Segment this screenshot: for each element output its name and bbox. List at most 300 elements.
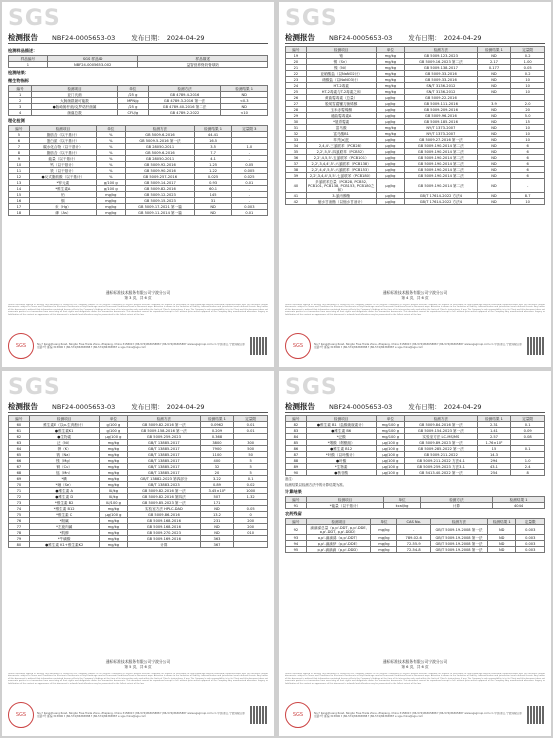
sgs-seal-icon: SGS [285, 333, 311, 359]
column-header: 检测方法 [128, 416, 201, 422]
table-cell: GB 5009.123-2023 [405, 53, 478, 59]
table-cell: 91 [286, 503, 307, 509]
table-cell: GB 5009.138-2017 [405, 65, 478, 71]
table-cell: 1.32 [234, 494, 268, 500]
column-header: 检测方法 [431, 519, 488, 525]
table-cell: ●叶酸 [306, 458, 376, 464]
table-cell: 76 [9, 518, 30, 524]
table-cell: 0.08 [511, 434, 545, 440]
table-cell: 2 [9, 98, 32, 104]
table-cell: ND [477, 193, 511, 199]
column-header: 检测方法 [125, 126, 195, 132]
table-cell: GB/T 13885-2017 [128, 452, 201, 458]
table-cell: HT-2毒素 [306, 83, 376, 89]
table-row [286, 525, 545, 535]
table-cell: *展青霉素 [306, 119, 376, 125]
table-cell: 0.0962 [200, 422, 234, 428]
table-cell: 13 [9, 180, 30, 186]
table-cell: *牛磺酸 [29, 536, 99, 542]
table-cell: 镉 [29, 198, 96, 204]
table-cell: μg/kg [376, 101, 404, 107]
table-cell: ●生物素 [29, 434, 99, 440]
column-header: 检测结果 1 [487, 519, 515, 525]
table-cell: 多氯联苯总量（PCB28, PCB52, PCB101, PCB138, PCB153, PCB180之和） [307, 179, 375, 192]
table-cell: mg/kg [376, 83, 404, 89]
table-cell: NBF24-0005653-002 [47, 62, 138, 68]
table-cell: 9 [9, 156, 30, 162]
table-cell: GB 5009.12-2023 [125, 192, 195, 198]
table-cell: g/100 g [99, 428, 127, 434]
table-cell: 2,2',3,4,4',5,5'-七氯联苯（PCB180） [306, 173, 376, 179]
table-cell: 滴滴涕总量（p,p'-DDT, p,p'-DDE, o,p'-DDT, p,p'-DDD） [306, 525, 371, 535]
table-cell: 铬 [306, 53, 376, 59]
table-cell: GB 5009.169-2016 [128, 536, 201, 542]
table-cell: mg/kg [97, 204, 125, 210]
table-row [286, 547, 545, 553]
table-cell: 10 [511, 77, 545, 83]
table-cell: GB 5413.40-2022 第一法 [405, 470, 478, 476]
table-cell: μg/kg [376, 113, 404, 119]
table-cell: μg/kg [376, 137, 404, 143]
table-cell: SN/T 3136-2012 [405, 83, 478, 89]
table-cell: 钠（Na） [29, 452, 99, 458]
table-cell: μg/kg [376, 149, 404, 155]
legal-disclaimer: Unless otherwise agreed in writing, this document is issued by the Company subject to its General Conditions of Service printed overleaf, available on request or accessible at http://www.sgs.com/en/Terms-and-Conditions.aspx and, for electronic format documents, subject to Terms and Conditions for Electronic Documents at http://www.sgs.com/en/Terms-and-Conditions/Terms-e-Document.aspx. Attention is drawn to the limitation of liability, indemnification and jurisdiction issues defined therein. Any holder of this document is advised that information contained hereon reflects the Company's findings at the time of its intervention only and within the limits of Client's instructions, if any. The Company's sole responsibility is to its Client and this document does not exonerate parties to a transaction from exercising all their rights and obligations under the transaction documents. This document cannot be reproduced except in full, without prior written approval of the Company. Any unauthorized alteration, forgery or falsification of the content or appearance of this document is unlawful and offenders may be prosecuted to the fullest extent of the law. [285, 673, 545, 685]
table-cell: 71 [9, 488, 30, 494]
table-cell: mg/kg [99, 440, 127, 446]
table-cell: GB 5009.17-2021 第一篇 [125, 204, 195, 210]
report-title: 检测报告 [285, 402, 315, 411]
report-number: NBF24-0005653-03 [329, 403, 393, 411]
table-cell: ●维生素 K1+维生素K2 [29, 542, 99, 548]
table-cell: 黄曲霉毒素（总量） [306, 95, 376, 101]
table-cell: 72 [9, 494, 30, 500]
column-header: 编号 [286, 47, 307, 53]
table-cell: 7.7 [195, 150, 231, 156]
table-cell: p,p'-滴滴伊（p,p'-DDE） [306, 541, 371, 547]
table-cell: 镁（Mg） [29, 458, 99, 464]
table-cell: 脱氧雪腐镰刀菌烯醇 [306, 101, 376, 107]
table-cell: μg/kg [376, 199, 404, 205]
table-cell: 实验室方法 LC-MS/MS [405, 434, 478, 440]
table-cell: 1 [9, 92, 32, 98]
table-cell: 5 [234, 464, 268, 470]
table-cell: 6 [511, 167, 545, 173]
table-cell: NY/T 1373-2007 [405, 131, 478, 137]
qr-code-icon [250, 706, 268, 724]
table-cell: 41 [286, 193, 307, 199]
table-cell: GB 5009.22-2016 [405, 95, 478, 101]
table-cell: 0.177 [477, 65, 511, 71]
table-cell: ND [487, 525, 515, 535]
table-cell: 0.003 [516, 547, 545, 553]
table-cell: 85 [286, 440, 307, 446]
table-cell: IU/kg [99, 494, 127, 500]
report-date: 2024-04-29 [443, 403, 482, 411]
table-cell: μg/100 g [99, 434, 127, 440]
table-cell: 26 [286, 95, 307, 101]
report-page [279, 2, 551, 367]
table-cell: 10 [511, 125, 545, 131]
micro-table [8, 85, 268, 116]
table-cell: GB 5009.111-2016 [405, 101, 478, 107]
table-cell: *维生素 B2 [29, 500, 99, 506]
table-cell: 72-55-9 [397, 541, 431, 547]
date-label: 发布日期： [131, 34, 164, 42]
sgs-seal-icon: SGS [285, 702, 311, 728]
table-cell: ND [200, 530, 234, 536]
column-header: 单位 [371, 519, 397, 525]
physchem-table [8, 125, 268, 216]
table-cell: 31 [286, 125, 307, 131]
table-cell: % [97, 174, 125, 180]
report-number: NBF24-0005653-03 [329, 34, 393, 42]
table-cell: ND [477, 143, 511, 149]
column-header: 编号 [9, 126, 30, 132]
column-header: 单位 [376, 47, 404, 53]
table-cell: 1.22 [195, 168, 231, 174]
table-cell: 3.5 [195, 144, 231, 150]
table-cell: *碘 [29, 476, 99, 482]
table-cell: GB/T 5009.19-2008 第一法 [431, 535, 488, 541]
table-cell: 32 [200, 464, 234, 470]
table-cell: 1.76×10² [477, 440, 511, 446]
column-header: 检测结果 1 [477, 416, 511, 422]
table-cell: 赭曲霉毒素A [306, 113, 376, 119]
sgs-seal-icon: SGS [8, 702, 34, 728]
table-cell: o,p'-滴滴涕（o,p'-DDT） [306, 535, 371, 541]
table-cell: 32 [286, 131, 307, 137]
page-content [285, 46, 545, 205]
table-cell: ND [477, 149, 511, 155]
table-cell: GB 5009.257-2016 [125, 174, 195, 180]
table-cell: ND [477, 167, 511, 173]
table-cell: 75 [9, 512, 30, 518]
table-cell: - [231, 192, 267, 198]
table-cell: 0.1 [234, 476, 268, 482]
table-cell: 3-氯丙醇酯 [306, 193, 376, 199]
table-cell: 0.209 [200, 428, 234, 434]
table-cell: mg/kg [99, 464, 127, 470]
table-cell: GB 5009.86-2016 [128, 512, 201, 518]
company-address: No.7 Kangzhuang Road, Ningbo Free Trade Zone, Zhejiang, China 315800 t (86-574)86365888 f (86-574)86365887 www.sgsgroup.com.cn 中国·浙江·宁波保税区康庄路7号 邮编 315800 t (86-574)86365888 f (86-574)86365887 e sgs.china@sgs.com [314, 342, 522, 349]
table-cell: ND [477, 83, 511, 89]
table-cell: 17 [9, 204, 30, 210]
table-cell: 33 [286, 137, 307, 143]
column-header: SGS 样品ID [47, 56, 138, 62]
table-cell: 计算 [128, 542, 201, 548]
table-cell: mg/100 g [376, 422, 404, 428]
header-rule [8, 43, 268, 44]
table-cell: *叶酸（以叶酸计） [306, 452, 376, 458]
table-cell: 镍（Ni） [306, 65, 376, 71]
table-row [9, 542, 268, 548]
table-cell: 铁（以干基计） [29, 168, 96, 174]
table-cell: GB 5009.92-2016 [125, 162, 195, 168]
column-header: 检测结果 1 [195, 126, 231, 132]
table-cell: GB/T 13885-2017 [128, 458, 201, 464]
table-cell: ND [477, 71, 511, 77]
table-cell: ND [477, 107, 511, 113]
table-cell: 维生素E（以α-生育酚计） [29, 422, 99, 428]
table-cell: mg/kg [99, 524, 127, 530]
table-cell: 0.05 [234, 506, 268, 512]
table-cell: mg/kg [371, 547, 397, 553]
table-cell: 73 [9, 500, 30, 506]
date-label: 发布日期： [131, 403, 164, 411]
table-cell: GB 5009.33-2016 [405, 71, 478, 77]
column-header: 定量限 3 [231, 126, 267, 132]
table-cell: ND [487, 541, 515, 547]
table-cell: 钙（以干基计） [29, 162, 96, 168]
table-cell: 65 [9, 452, 30, 458]
report-date: 2024-04-29 [443, 34, 482, 42]
footer-company: 通标标准技术服务有限公司宁波分公司 [382, 290, 448, 295]
table-cell: 2.17 [477, 59, 511, 65]
table-cell: 10 [511, 89, 545, 95]
table-row [9, 210, 268, 216]
table-cell: 010 [234, 530, 268, 536]
table-cell: GB 5009.168-2016 [128, 518, 201, 524]
column-header: 检测结果 1 [477, 47, 511, 53]
table-cell: GB 4789.4-2016 [148, 92, 221, 98]
table-cell: 0.05 [511, 65, 545, 71]
table-cell: 171 [200, 500, 234, 506]
table-cell: 8 [511, 470, 545, 476]
table-cell: 15 [9, 192, 30, 198]
table-cell: 231 [200, 518, 234, 524]
table-cell: mg/kg [99, 542, 127, 548]
column-header: 检测结果 1 [221, 86, 268, 92]
table-cell: 83 [286, 428, 307, 434]
table-cell: ND [477, 77, 511, 83]
report-page [2, 371, 274, 736]
table-cell: 14 [9, 186, 30, 192]
table-cell: 泛（Ni） [29, 440, 99, 446]
table-cell: % [97, 156, 125, 162]
column-header: 单位 [376, 416, 404, 422]
table-cell: 69 [9, 476, 30, 482]
footer-stamps [8, 331, 268, 361]
sample-info-table [8, 55, 268, 68]
table-cell: *硒（Se） [29, 482, 99, 488]
table-cell: 72-54-8 [397, 547, 431, 553]
results-table [285, 415, 545, 476]
table-cell: 3.45×10⁴ [200, 488, 234, 494]
column-header: CAS No. [397, 519, 431, 525]
table-cell: 7 [9, 144, 30, 150]
table-cell: 16 [9, 198, 30, 204]
table-cell: *维生素 B12 [29, 506, 99, 512]
table-cell: GB/T 5009.19-2008 第一法 [431, 547, 488, 553]
table-cell: 43.1 [477, 464, 511, 470]
table-cell: GB 5009.190-2014 第二法 [405, 143, 478, 149]
report-number: NBF24-0005653-03 [52, 34, 116, 42]
table-cell: 锡（Sn） [306, 59, 376, 65]
table-cell: mg/kg [99, 482, 127, 488]
table-cell: ND [477, 199, 511, 205]
report-page [2, 2, 274, 367]
table-cell: mg/kg [97, 192, 125, 198]
table-cell: GB 5009.211-2022 [405, 452, 478, 458]
table-cell: 1.25 [195, 162, 231, 168]
table-cell: GB 5009.89-2023 第一法 [405, 440, 478, 446]
table-cell: GB 5009.190-2014 第二法 [405, 161, 478, 167]
table-cell: μg/kg [376, 173, 404, 179]
table-cell: μg/kg [376, 161, 404, 167]
table-cell: ND [477, 119, 511, 125]
table-cell: μg/100 g [376, 464, 404, 470]
table-cell: *维生素 C [29, 512, 99, 518]
table-cell: 88 [286, 458, 307, 464]
table-cell: 2.4 [511, 464, 545, 470]
table-cell: GB 5009.190-2014 第二法 [405, 173, 478, 179]
table-cell: CFU/g [117, 110, 148, 116]
table-cell: 0.368 [200, 434, 234, 440]
calc-table [285, 496, 545, 509]
table-cell: 5 [9, 132, 30, 138]
table-cell: 19 [286, 53, 307, 59]
sgs-watermark: SGS [285, 6, 338, 31]
table-cell: 44.41 [195, 132, 231, 138]
table-cell: 1.0 [231, 144, 267, 150]
legal-disclaimer: Unless otherwise agreed in writing, this document is issued by the Company subject to its General Conditions of Service printed overleaf, available on request or accessible at http://www.sgs.com/en/Terms-and-Conditions.aspx and, for electronic format documents, subject to Terms and Conditions for Electronic Documents at http://www.sgs.com/en/Terms-and-Conditions/Terms-e-Document.aspx. Attention is drawn to the limitation of liability, indemnification and jurisdiction issues defined therein. Any holder of this document is advised that information contained hereon reflects the Company's findings at the time of its intervention only and within the limits of Client's instructions, if any. The Company's sole responsibility is to its Client and this document does not exonerate parties to a transaction from exercising all their rights and obligations under the transaction documents. This document cannot be reproduced except in full, without prior written approval of the Company. Any unauthorized alteration, forgery or falsification of the content or appearance of this document is unlawful and offenders may be prosecuted to the fullest extent of the law. [285, 304, 545, 316]
table-cell: GB 5009.90-2016 [125, 168, 195, 174]
table-cell: mg/100 g [376, 434, 404, 440]
table-cell: *肌醇 [29, 530, 99, 536]
table-cell: ND [487, 547, 515, 553]
table-cell: 42 [286, 199, 307, 205]
table-cell: 60 [9, 422, 30, 428]
table-row [286, 199, 545, 205]
table-cell: mg/100 g [376, 428, 404, 434]
table-cell: 62 [9, 434, 30, 440]
report-title: 检测报告 [8, 402, 38, 411]
table-cell: mg/kg [99, 518, 127, 524]
table-cell: *胆碱 [29, 518, 99, 524]
table-cell: % [97, 168, 125, 174]
table-cell: 40 [286, 179, 307, 193]
table-cell: 钾（K） [29, 446, 99, 452]
table-cell: % [97, 144, 125, 150]
table-cell: GB/T 13885-2017 [128, 446, 201, 452]
table-cell: 3 [9, 104, 32, 110]
table-row [286, 179, 545, 193]
column-header: 单位 [97, 126, 125, 132]
table-cell: 0.2 [511, 71, 545, 77]
report-page [279, 371, 551, 736]
results-heading: 检测结果： [8, 70, 29, 75]
report-title: 检测报告 [8, 33, 38, 42]
table-cell: 500 [234, 446, 268, 452]
table-cell: 82 [286, 422, 307, 428]
table-cell: 789-02-6 [397, 535, 431, 541]
table-cell: 4.1 [195, 156, 231, 162]
table-cell: mg/kg [376, 77, 404, 83]
table-cell: 0.09 [511, 428, 545, 434]
table-cell: mg/kg [376, 125, 404, 131]
column-header: 检测结果 1 [493, 497, 545, 503]
table-cell: 0.003 [516, 525, 545, 535]
section-heading: 计算结果 [285, 489, 302, 494]
table-cell: 6 [511, 155, 545, 161]
table-cell: 1.41 [477, 428, 511, 434]
table-cell: mg/kg [371, 541, 397, 547]
table-cell: ND [195, 210, 231, 216]
column-header: 检测项目 [29, 416, 99, 422]
company-address: No.7 Kangzhuang Road, Ningbo Free Trade Zone, Zhejiang, China 315800 t (86-574)86365888 f (86-574)86365887 www.sgsgroup.com.cn 中国·浙江·宁波保税区康庄路7号 邮编 315800 t (86-574)86365888 f (86-574)86365887 e sgs.china@sgs.com [37, 711, 245, 718]
table-cell: 10 [511, 137, 545, 143]
table-cell: 6 [511, 161, 545, 167]
table-cell: 0.003 [516, 535, 545, 541]
table-cell: kcal/kg [384, 503, 420, 509]
table-row [9, 62, 268, 68]
table-cell: μg/kg [376, 193, 404, 199]
table-cell: NY/T 1373-2007 [405, 125, 478, 131]
table-cell: 80 [9, 542, 30, 548]
column-header: 检测项目 [306, 47, 376, 53]
table-cell: GB/T 13885-2017 [128, 440, 201, 446]
company-address: No.7 Kangzhuang Road, Ningbo Free Trade Zone, Zhejiang, China 315800 t (86-574)86365888 f (86-574)86365887 www.sgsgroup.com.cn 中国·浙江·宁波保税区康庄路7号 邮编 315800 t (86-574)86365888 f (86-574)86365887 e sgs.china@sgs.com [314, 711, 522, 718]
column-header: 检测结果 1 [200, 416, 234, 422]
table-cell: GB 4789.2-2022 [148, 110, 221, 116]
table-cell: 3.9 [477, 101, 511, 107]
table-cell: mg/kg [99, 458, 127, 464]
table-cell: 34 [286, 143, 307, 149]
column-header: 检测项目 [306, 416, 376, 422]
table-cell: GB 5009.154-2023 第一法 [405, 428, 478, 434]
table-cell: mg/kg [97, 198, 125, 204]
footer-stamps [285, 331, 545, 361]
column-header: 定量限 [234, 416, 268, 422]
table-cell: 0.05 [231, 162, 267, 168]
column-header: 样品描述 [138, 56, 268, 62]
table-cell: 95 [286, 547, 307, 553]
table-cell: % [97, 132, 125, 138]
table-cell: ND [477, 155, 511, 161]
column-header: 编号 [286, 416, 307, 422]
table-cell: ND [477, 53, 511, 59]
table-cell: GB 5009.14-2017 [125, 180, 195, 186]
table-cell: 脂肪含（以干基计） [29, 150, 96, 156]
report-date: 2024-04-29 [166, 34, 205, 42]
results-table [285, 46, 545, 205]
table-cell: GB/T 5009.19-2008 第一法 [431, 541, 488, 547]
table-cell: 10 [9, 162, 30, 168]
column-header: 定量限 [511, 416, 545, 422]
table-cell: g/100 g [97, 186, 125, 192]
table-cell: 3.22 [200, 476, 234, 482]
table-cell: 50 [234, 452, 268, 458]
table-cell: 20 [511, 107, 545, 113]
table-cell: 300 [234, 440, 268, 446]
qr-code-icon [527, 706, 545, 724]
table-cell: 脂肪含（以干基计） [29, 132, 96, 138]
table-cell: GB 4789.40-2016 第二法 [148, 104, 221, 110]
table-cell: 363 [200, 536, 234, 542]
table-cell: 70 [9, 482, 30, 488]
company-address: No.7 Kangzhuang Road, Ningbo Free Trade Zone, Zhejiang, China 315800 t (86-574)86365888 f (86-574)86365887 www.sgsgroup.com.cn 中国·浙江·宁波保税区康庄路7号 邮编 315800 t (86-574)86365888 f (86-574)86365887 e sgs.china@sgs.com [37, 342, 245, 349]
table-cell: μg/kg [376, 119, 404, 125]
table-cell: GB 5009.11-2014 第一篇 [125, 210, 195, 216]
header-rule [285, 43, 545, 44]
table-cell: ●维生素 D [29, 494, 99, 500]
table-cell: 富马酸 [306, 125, 376, 131]
table-cell: 0.025 [195, 174, 231, 180]
table-cell: % [97, 138, 125, 144]
table-cell: 5 [234, 470, 268, 476]
legal-disclaimer: Unless otherwise agreed in writing, this document is issued by the Company subject to its General Conditions of Service printed overleaf, available on request or accessible at http://www.sgs.com/en/Terms-and-Conditions.aspx and, for electronic format documents, subject to Terms and Conditions for Electronic Documents at http://www.sgs.com/en/Terms-and-Conditions/Terms-e-Document.aspx. Attention is drawn to the limitation of liability, indemnification and jurisdiction issues defined therein. Any holder of this document is advised that information contained hereon reflects the Company's findings at the time of its intervention only and within the limits of Client's instructions, if any. The Company's sole responsibility is to its Client and this document does not exonerate parties to a transaction from exercising all their rights and obligations under the transaction documents. This document cannot be reproduced except in full, without prior written approval of the Company. Any unauthorized alteration, forgery or falsification of the content or appearance of this document is unlawful and offenders may be prosecuted to the fullest extent of the law. [8, 673, 268, 685]
